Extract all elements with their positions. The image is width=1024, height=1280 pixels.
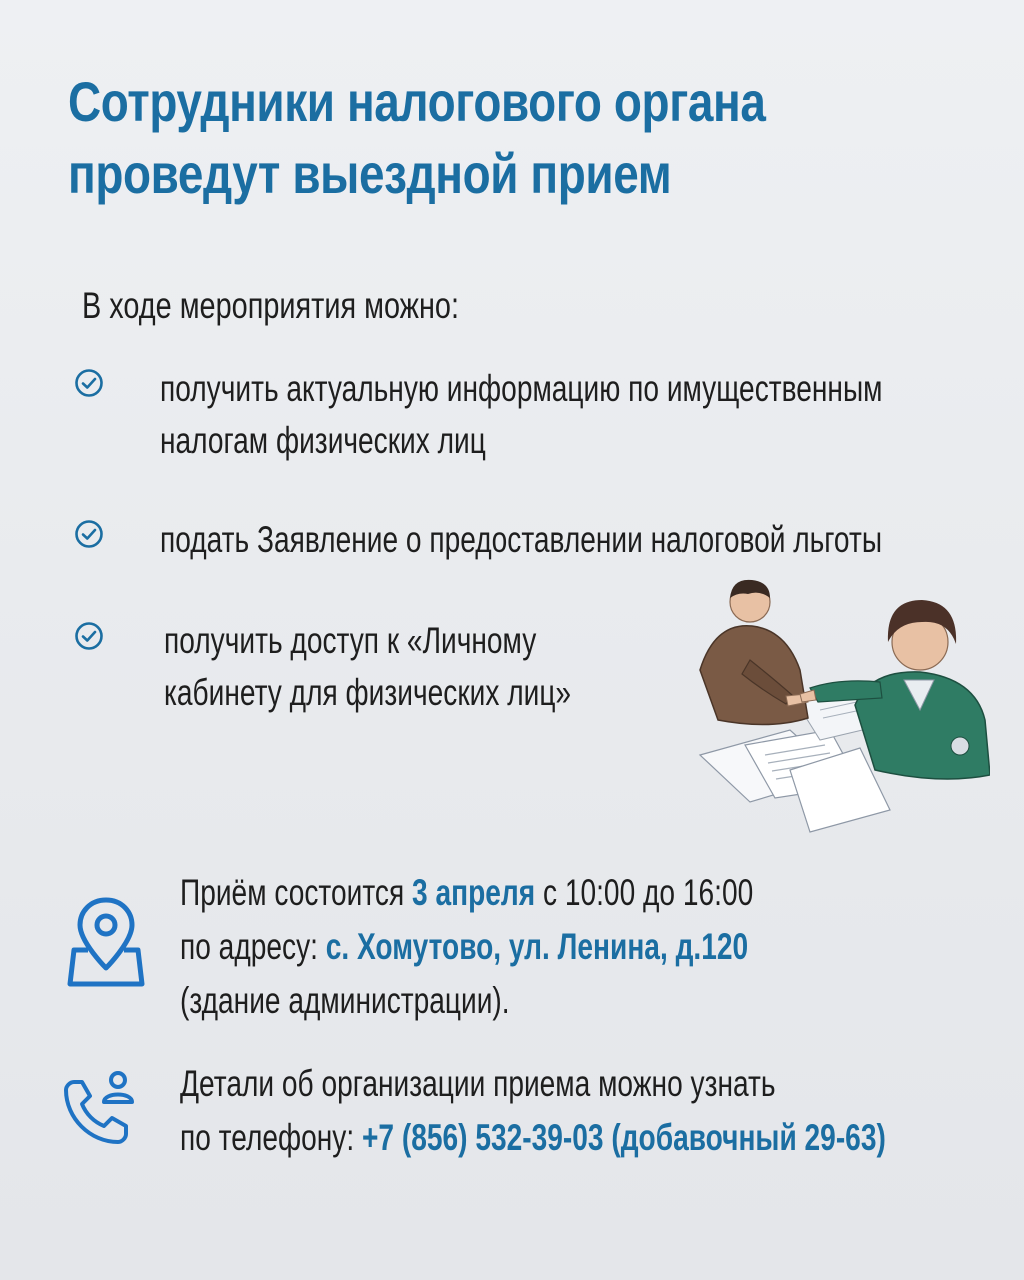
check-circle-icon: [74, 368, 104, 398]
address-prefix: по адресу:: [180, 926, 326, 967]
schedule-block: [180, 866, 753, 1028]
phone-contact-icon: [60, 1068, 140, 1148]
check-circle-icon: [74, 621, 104, 651]
contact-line: Детали об организации приема можно узнать: [180, 1063, 776, 1104]
title-line-1: Сотрудники налогового органа: [68, 70, 766, 133]
list-item-line: получить актуальную информацию по имущественным: [160, 368, 883, 409]
list-item: [164, 615, 571, 719]
schedule-date: 3 апреля: [411, 872, 536, 913]
list-item: [160, 514, 882, 566]
citizen-figure: [700, 580, 808, 725]
phone-number: +7 (856) 532-39-03 (добавочный 29-63): [361, 1117, 886, 1158]
list-item-line: подать Заявление о предоставлении налоговой льготы: [160, 519, 883, 560]
location-pin-icon: [66, 890, 146, 990]
list-item-line: кабинету для физических лиц»: [164, 672, 572, 713]
building-note: (здание администрации).: [180, 980, 510, 1021]
check-circle-icon: [74, 519, 104, 549]
contact-prefix: по телефону:: [180, 1117, 362, 1158]
list-item-line: налогам физических лиц: [160, 420, 486, 461]
list-item: [160, 363, 882, 467]
intro-text: В ходе мероприятия можно:: [82, 285, 459, 326]
schedule-prefix: Приём состоится: [180, 872, 412, 913]
list-item-line: получить доступ к «Личному: [164, 620, 537, 661]
address: с. Хомутово, ул. Ленина, д.120: [325, 926, 749, 967]
contact-block: [180, 1057, 886, 1165]
tax-consultation-illustration: [690, 570, 990, 835]
title-line-2: проведут выездной прием: [68, 142, 672, 205]
schedule-time: с 10:00 до 16:00: [535, 872, 754, 913]
page-title: [68, 66, 806, 210]
